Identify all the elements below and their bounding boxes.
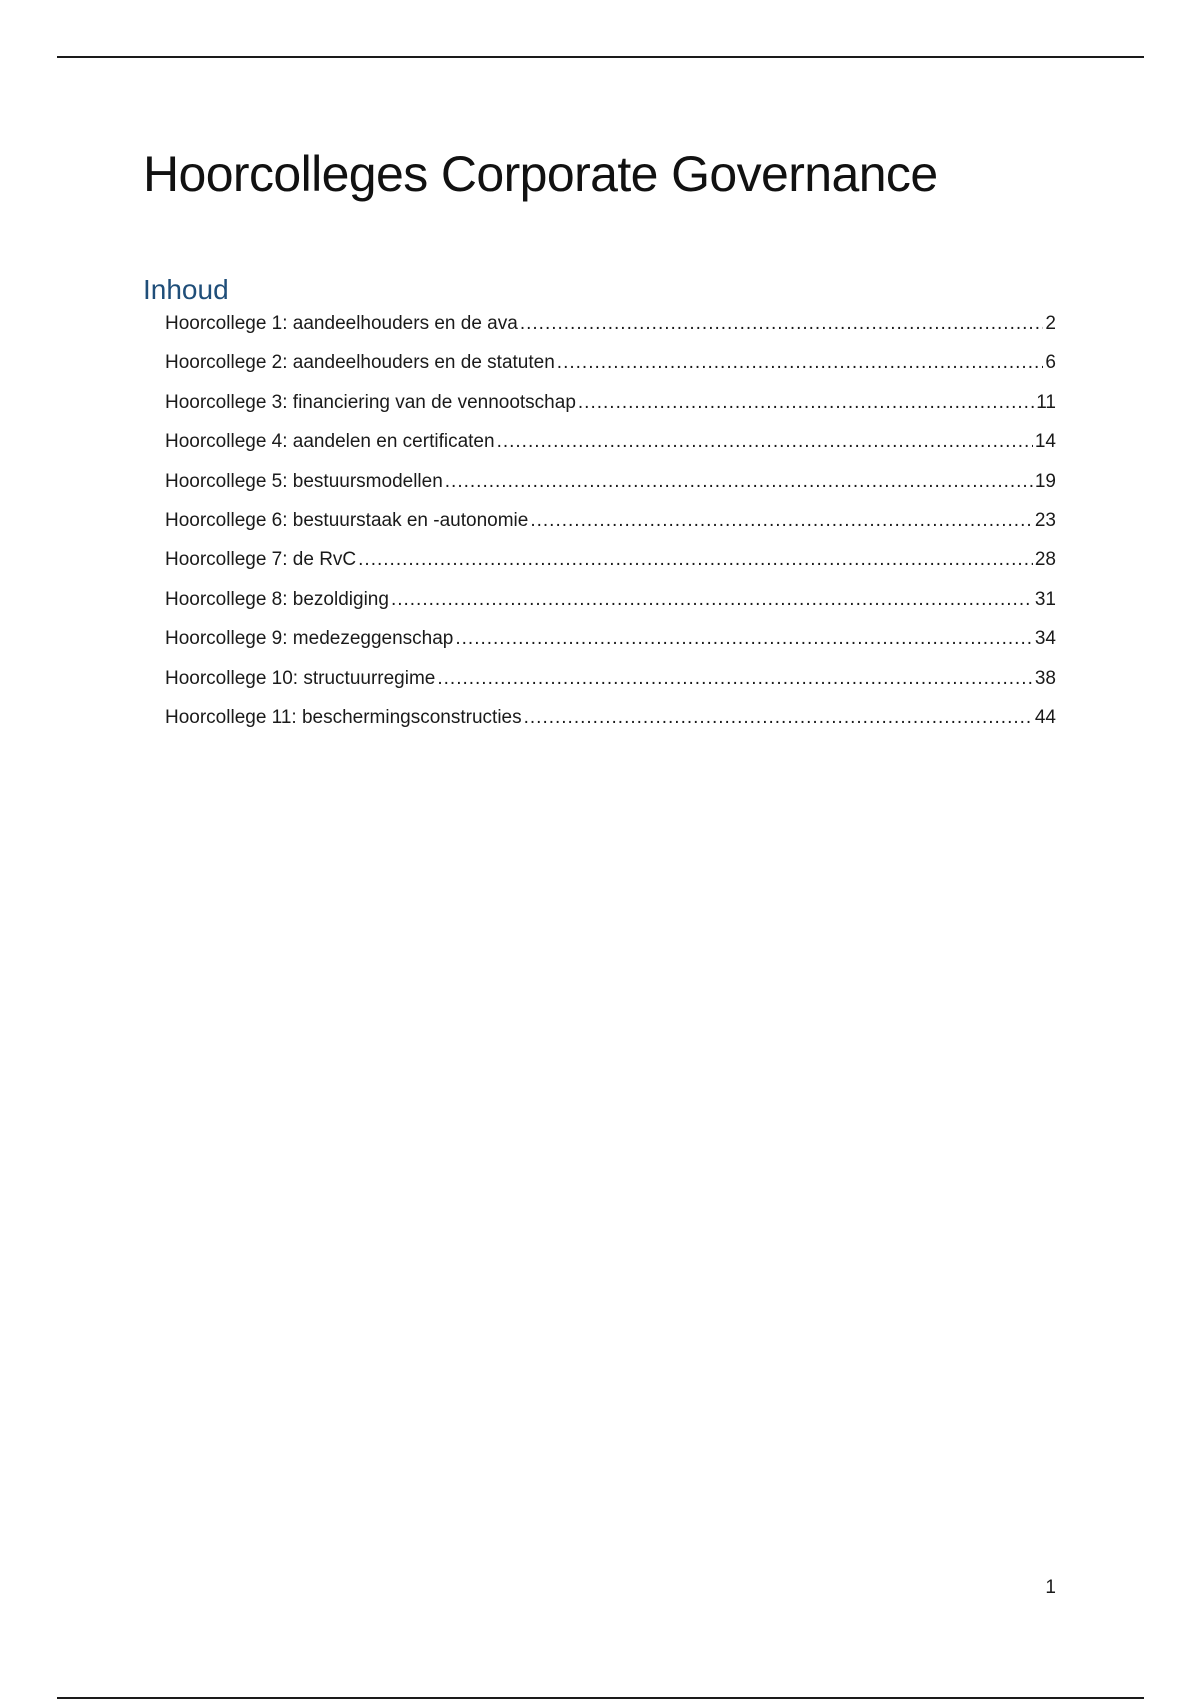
toc-dot-leader	[455, 628, 1033, 650]
toc-entry-page: 38	[1034, 667, 1056, 689]
toc-dot-leader	[530, 510, 1033, 532]
page-number: 1	[1045, 1577, 1056, 1598]
toc-entry-1[interactable]	[165, 313, 1056, 352]
table-of-contents	[165, 313, 1056, 746]
toc-entry-label: Hoorcollege 2: aandeelhouders en de statuten	[165, 352, 555, 374]
toc-entry-page: 2	[1045, 313, 1056, 334]
toc-entry-6[interactable]	[165, 510, 1056, 549]
toc-dot-leader	[437, 668, 1033, 690]
toc-dot-leader	[520, 313, 1044, 335]
toc-dot-leader	[557, 352, 1044, 374]
toc-entry-label: Hoorcollege 5: bestuursmodellen	[165, 470, 443, 492]
toc-entry-5[interactable]	[165, 471, 1056, 510]
toc-entry-page: 23	[1034, 509, 1056, 531]
toc-entry-label: Hoorcollege 6: bestuurstaak en -autonomie	[165, 509, 529, 531]
toc-dot-leader	[497, 431, 1033, 453]
toc-heading: Inhoud	[143, 274, 229, 305]
toc-entry-4[interactable]	[165, 431, 1056, 470]
toc-entry-label: Hoorcollege 9: medezeggenschap	[165, 628, 454, 650]
toc-entry-label: Hoorcollege 7: de RvC	[165, 549, 357, 571]
toc-entry-label: Hoorcollege 11: beschermingsconstructies	[165, 706, 522, 728]
header-rule	[57, 56, 1144, 58]
toc-dot-leader	[524, 707, 1033, 729]
toc-entry-page: 28	[1034, 549, 1056, 571]
toc-entry-page: 31	[1034, 588, 1056, 610]
toc-entry-2[interactable]	[165, 352, 1056, 391]
toc-entry-page: 11	[1036, 391, 1056, 413]
toc-dot-leader	[358, 549, 1033, 571]
toc-entry-page: 6	[1045, 352, 1056, 374]
toc-dot-leader	[391, 589, 1033, 611]
toc-entry-page: 44	[1034, 706, 1056, 728]
toc-entry-10[interactable]	[165, 668, 1056, 707]
footer-rule	[57, 1697, 1144, 1699]
toc-entry-label: Hoorcollege 4: aandelen en certificaten	[165, 431, 495, 453]
toc-entry-label: Hoorcollege 3: financiering van de vennootschap	[165, 391, 576, 413]
toc-dot-leader	[578, 392, 1034, 414]
toc-entry-9[interactable]	[165, 628, 1056, 667]
toc-entry-page: 19	[1034, 470, 1056, 492]
toc-dot-leader	[445, 471, 1033, 493]
toc-entry-page: 14	[1034, 431, 1056, 453]
toc-entry-page: 34	[1034, 628, 1056, 650]
toc-entry-11[interactable]	[165, 707, 1056, 746]
document-title: Hoorcolleges Corporate Governance	[143, 146, 938, 202]
toc-entry-8[interactable]	[165, 589, 1056, 628]
toc-entry-7[interactable]	[165, 549, 1056, 588]
toc-entry-label: Hoorcollege 1: aandeelhouders en de ava	[165, 313, 518, 334]
toc-entry-label: Hoorcollege 10: structuurregime	[165, 667, 436, 689]
toc-entry-label: Hoorcollege 8: bezoldiging	[165, 588, 389, 610]
toc-entry-3[interactable]	[165, 392, 1056, 431]
